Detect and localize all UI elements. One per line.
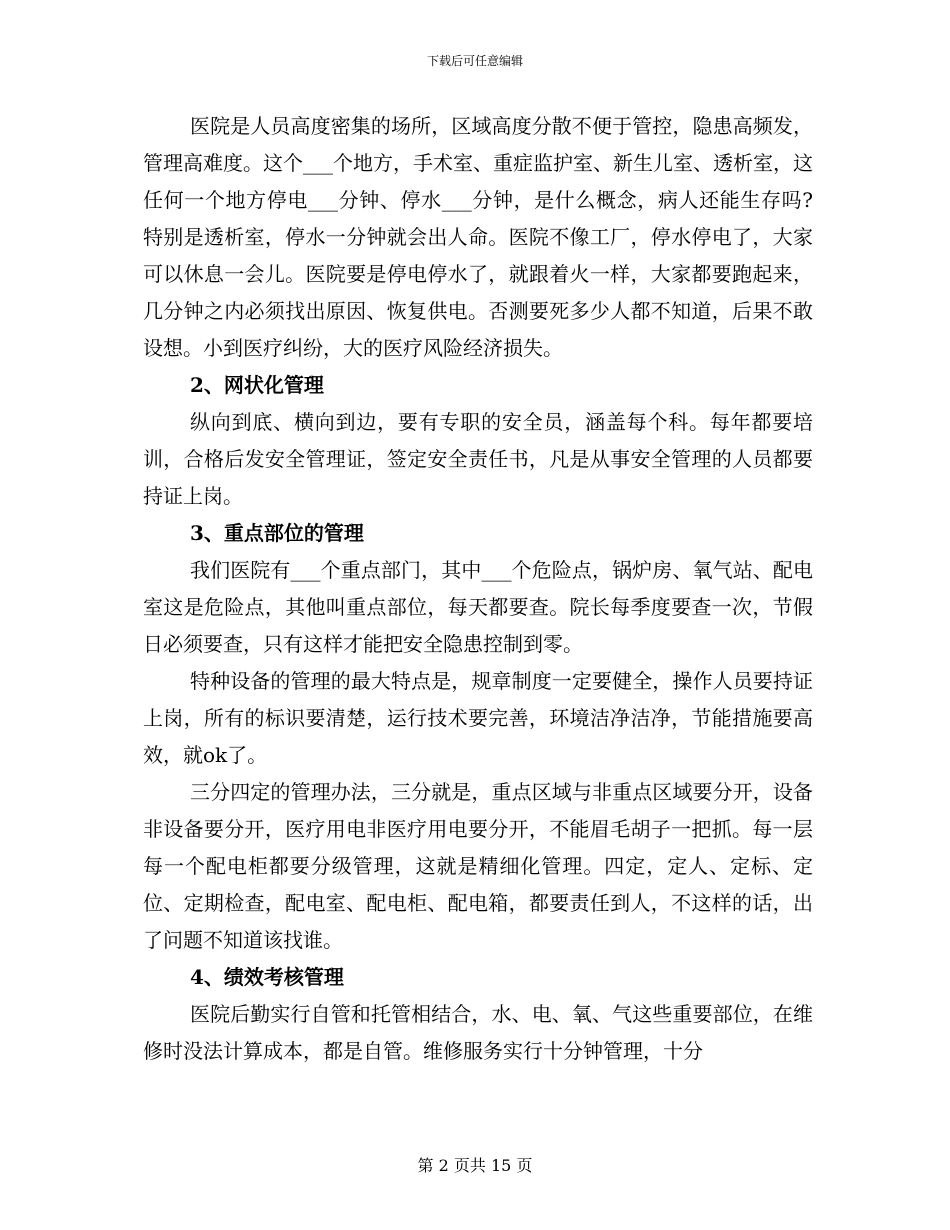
page-header: 下载后可任意编辑 — [426, 54, 523, 68]
paragraph-three-four-method: 三分四定的管理办法，三分就是，重点区域与非重点区域要分开，设备非设备要分开，医疗用电非医疗用电要分开，不能眉毛胡子一把抓。每一层每一个配电柜都要分级管理，这就是精细化管理。四定，定人、定标、定位、定期检查，配电室、配电柜、配电箱，都要责任到人，不这样的话，出了问题不知道该找谁。 — [143, 780, 813, 952]
heading-performance: 4、绩效考核管理 — [190, 965, 344, 989]
page-footer: 第 2 页共 15 页 — [417, 1156, 533, 1175]
paragraph-grid-management: 纵向到底、横向到边，要有专职的安全员，涵盖每个科。每年都要培训，合格后发安全管理证，签定安全责任书，凡是从事安全管理的人员都要持证上岗。 — [143, 410, 813, 508]
paragraph-key-departments: 我们医院有___个重点部门，其中___个危险点，锅炉房、氧气站、配电室这是危险点，其他叫重点部位，每天都要查。院长每季度要查一次，节假日必须要查，只有这样才能把安全隐患控制到零。 — [143, 558, 813, 656]
document-body — [143, 108, 813, 1070]
paragraph-special-equipment: 特种设备的管理的最大特点是，规章制度一定要健全，操作人员要持证上岗，所有的标识要清楚，运行技术要完善，环境洁净洁净，节能措施要高效，就ok了。 — [143, 669, 813, 767]
paragraph-performance: 医院后勤实行自管和托管相结合，水、电、氧、气这些重要部位，在维修时没法计算成本，都是自管。维修服务实行十分钟管理，十分 — [143, 1002, 813, 1063]
heading-key-areas: 3、重点部位的管理 — [190, 521, 364, 545]
heading-grid-management: 2、网状化管理 — [190, 373, 324, 397]
paragraph-hospital-risk: 医院是人员高度密集的场所，区域高度分散不便于管控，隐患高频发，管理高难度。这个___个地方，手术室、重症监护室、新生儿室、透析室，这任何一个地方停电___分钟、停水___分钟，是什么概念，病人还能生存吗?特别是透析室，停水一分钟就会出人命。医院不像工厂，停水停电了，大家可以休息一会儿。医院要是停电停水了，就跟着火一样，大家都要跑起来，几分钟之内必须找出原因、恢复供电。否测要死多少人都不知道，后果不敢设想。小到医疗纠纷，大的医疗风险经济损失。 — [143, 114, 813, 360]
